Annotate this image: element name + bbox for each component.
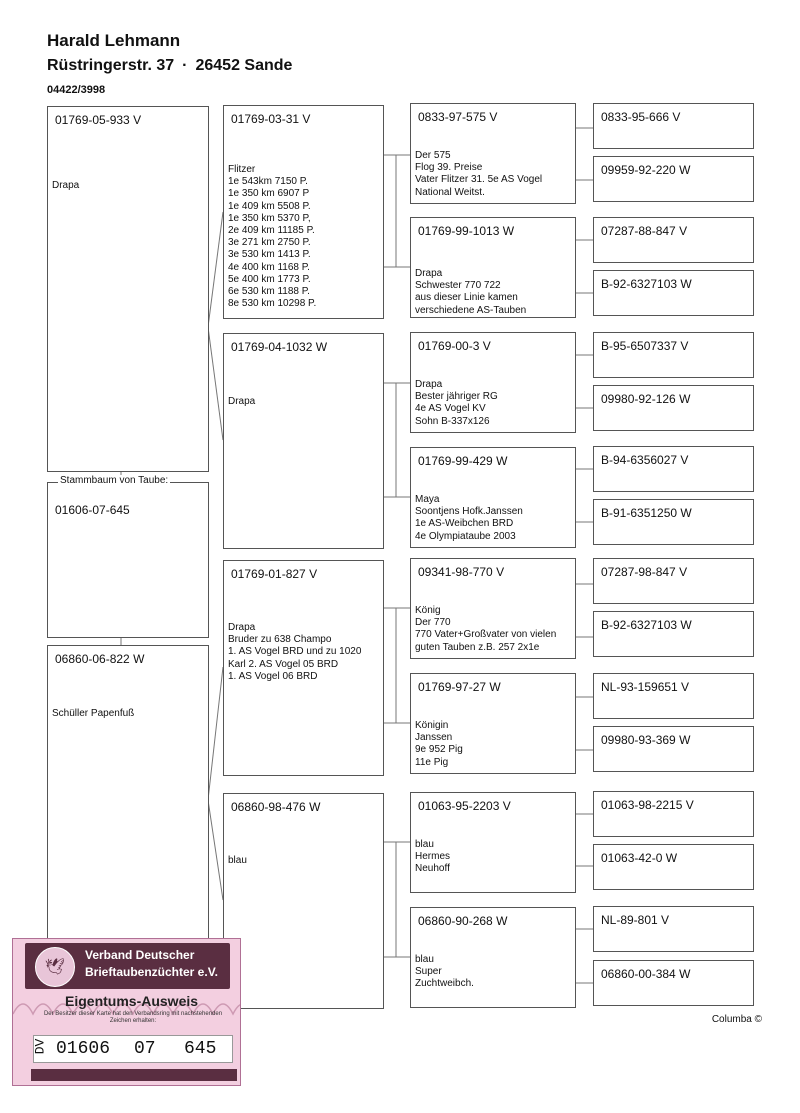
gen4-ring-14: 01063-42-0 W bbox=[601, 851, 678, 865]
gen4-box-11 bbox=[593, 673, 754, 719]
gen3-desc-3: Drapa Bester jähriger RG 4e AS Vogel KV Sohn B-337x126 bbox=[415, 379, 498, 427]
gen4-box-12 bbox=[593, 726, 754, 772]
subject-box bbox=[47, 475, 209, 638]
gen2-desc-1: Flitzer 1e 543km 7150 P. 1e 350 km 6907 P 1e 409 km 5508 P. 1e 350 km 5370 P, 2e 409 km 11185 P. 3e 271 km 2750 P. 3e 530 km 1413 P. 4e 400 km 1168 P. 5e 400 km 1773 P. 6e 530 km 1188 P. 8e 530 km 10298 P. bbox=[228, 164, 317, 310]
dam-desc: Schüller Papenfuß bbox=[52, 708, 135, 719]
stamp-ring-number bbox=[33, 1035, 233, 1063]
gen3-ring-2: 01769-99-1013 W bbox=[418, 224, 515, 238]
dove-logo-icon: 🕊 bbox=[35, 947, 75, 987]
subject-ring: 01606-07-645 bbox=[55, 503, 130, 517]
gen4-ring-6: 09980-92-126 W bbox=[601, 392, 691, 406]
gen4-box-3 bbox=[593, 217, 754, 263]
gen4-ring-9: 07287-98-847 V bbox=[601, 565, 688, 579]
gen3-box-4 bbox=[410, 447, 576, 548]
gen2-ring-1: 01769-03-31 V bbox=[231, 112, 311, 126]
gen2-ring-4: 06860-98-476 W bbox=[231, 800, 321, 814]
gen3-desc-5: König Der 770 770 Vater+Großvater von vielen guten Tauben z.B. 257 2x1e bbox=[415, 605, 557, 653]
gen4-box-1 bbox=[593, 103, 754, 149]
gen2-desc-4: blau bbox=[228, 855, 247, 866]
gen4-ring-13: 01063-98-2215 V bbox=[601, 798, 694, 812]
gen4-ring-3: 07287-88-847 V bbox=[601, 224, 688, 238]
stamp-num2: 07 bbox=[134, 1039, 156, 1059]
gen3-box-8 bbox=[410, 907, 576, 1008]
gen3-box-7 bbox=[410, 792, 576, 893]
gen3-ring-5: 09341-98-770 V bbox=[418, 565, 505, 579]
gen2-ring-2: 01769-04-1032 W bbox=[231, 340, 328, 354]
gen3-ring-6: 01769-97-27 W bbox=[418, 680, 501, 694]
gen3-desc-2: Drapa Schwester 770 722 aus dieser Linie kamen verschiedene AS-Tauben bbox=[415, 268, 527, 316]
dam-ring: 06860-06-822 W bbox=[55, 652, 145, 666]
owner-name: Harald Lehmann bbox=[47, 31, 181, 50]
gen2-desc-2: Drapa bbox=[228, 396, 256, 407]
stamp-dv: DV bbox=[32, 1038, 48, 1055]
gen3-desc-4: Maya Soontjens Hofk.Janssen 1e AS-Weibchen BRD 4e Olympiataube 2003 bbox=[415, 494, 523, 542]
gen4-ring-4: B-92-6327103 W bbox=[601, 277, 692, 291]
copyright: Columba © bbox=[711, 1014, 762, 1025]
separator: · bbox=[182, 57, 188, 74]
gen2-box-4 bbox=[223, 793, 384, 1009]
gen2-ring-3: 01769-01-827 V bbox=[231, 567, 318, 581]
gen4-ring-7: B-94-6356027 V bbox=[601, 453, 689, 467]
sire-box bbox=[47, 106, 209, 472]
stamp-num1: 01606 bbox=[56, 1039, 111, 1059]
gen4-box-4 bbox=[593, 270, 754, 316]
stamp-org-line2: Brieftaubenzüchter e.V. bbox=[85, 965, 218, 979]
owner-phone: 04422/3998 bbox=[47, 84, 106, 96]
gen4-ring-12: 09980-93-369 W bbox=[601, 733, 691, 747]
street: Rüstringerstr. 37 bbox=[47, 57, 175, 74]
gen3-box-2 bbox=[410, 217, 576, 318]
gen4-ring-5: B-95-6507337 V bbox=[601, 339, 689, 353]
ownership-stamp bbox=[12, 938, 241, 1086]
gen4-box-16 bbox=[593, 960, 754, 1006]
gen4-box-10 bbox=[593, 611, 754, 657]
stamp-title: Eigentums-Ausweis bbox=[65, 993, 199, 1009]
gen4-ring-10: B-92-6327103 W bbox=[601, 618, 692, 632]
gen3-ring-3: 01769-00-3 V bbox=[418, 339, 491, 353]
gen3-ring-1: 0833-97-575 V bbox=[418, 110, 498, 124]
gen3-box-1 bbox=[410, 103, 576, 204]
gen3-ring-4: 01769-99-429 W bbox=[418, 454, 508, 468]
gen2-desc-3: Drapa Bruder zu 638 Champo 1. AS Vogel BRD und zu 1020 Karl 2. AS Vogel 05 BRD 1. AS Vogel 06 BRD bbox=[228, 622, 362, 682]
gen4-ring-2: 09959-92-220 W bbox=[601, 163, 691, 177]
gen3-ring-7: 01063-95-2203 V bbox=[418, 799, 511, 813]
gen2-box-1 bbox=[223, 105, 384, 319]
gen4-ring-11: NL-93-159651 V bbox=[601, 680, 690, 694]
gen4-box-5 bbox=[593, 332, 754, 378]
gen4-box-9 bbox=[593, 558, 754, 604]
gen2-box-3 bbox=[223, 560, 384, 776]
subject-label: Stammbaum von Taube: bbox=[60, 475, 169, 486]
gen4-box-8 bbox=[593, 499, 754, 545]
stamp-org-line1: Verband Deutscher bbox=[85, 948, 195, 962]
gen4-box-7 bbox=[593, 446, 754, 492]
gen3-desc-1: Der 575 Flog 39. Preise Vater Flitzer 31. 5e AS Vogel National Weitst. bbox=[415, 150, 543, 198]
gen4-box-14 bbox=[593, 844, 754, 890]
gen4-box-2 bbox=[593, 156, 754, 202]
gen4-box-13 bbox=[593, 791, 754, 837]
gen4-ring-15: NL-89-801 V bbox=[601, 913, 670, 927]
gen3-desc-6: Königin Janssen 9e 952 Pig 11e Pig bbox=[415, 720, 463, 768]
sire-ring: 01769-05-933 V bbox=[55, 113, 142, 127]
gen2-box-2 bbox=[223, 333, 384, 549]
city: 26452 Sande bbox=[195, 57, 293, 74]
stamp-num3: 645 bbox=[184, 1039, 217, 1059]
stamp-bottom-band bbox=[31, 1069, 237, 1081]
gen4-ring-16: 06860-00-384 W bbox=[601, 967, 691, 981]
gen4-ring-8: B-91-6351250 W bbox=[601, 506, 692, 520]
gen4-ring-1: 0833-95-666 V bbox=[601, 110, 681, 124]
gen4-box-15 bbox=[593, 906, 754, 952]
gen4-box-6 bbox=[593, 385, 754, 431]
gen3-desc-8: blau Super Zuchtweibch. bbox=[415, 954, 474, 990]
gen3-box-3 bbox=[410, 332, 576, 433]
stamp-small-text: Der Besitzer dieser Karte hat den Verbandsring mit nachstehenden Zeichen erhalten: bbox=[43, 1011, 223, 1024]
gen3-box-5 bbox=[410, 558, 576, 659]
gen3-ring-8: 06860-90-268 W bbox=[418, 914, 508, 928]
sire-desc: Drapa bbox=[52, 180, 80, 191]
gen3-box-6 bbox=[410, 673, 576, 774]
gen3-desc-7: blau Hermes Neuhoff bbox=[415, 839, 451, 875]
